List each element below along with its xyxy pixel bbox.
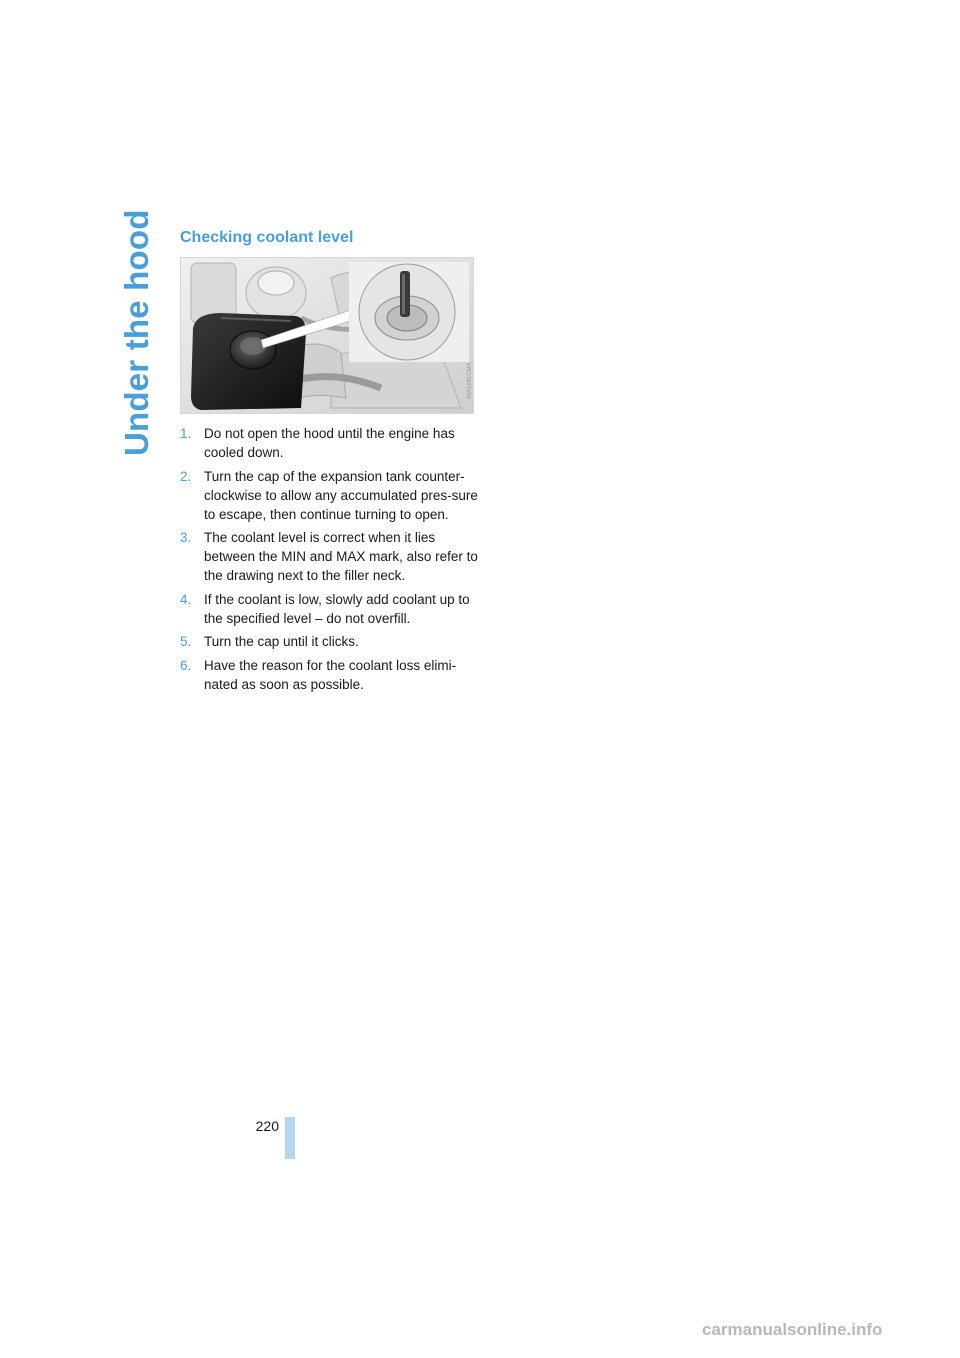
coolant-tank-photo (180, 257, 474, 414)
list-item (180, 467, 480, 524)
list-item (180, 656, 480, 694)
step-number: 1. (180, 426, 192, 441)
step-number: 5. (180, 634, 192, 649)
watermark: carmanualsonline.info (702, 1320, 883, 1339)
list-item (180, 632, 480, 651)
page-marker-bar (285, 1117, 295, 1159)
list-item (180, 590, 480, 628)
list-item (180, 424, 480, 462)
step-number: 6. (180, 657, 192, 673)
chapter-side-title-text: Under the hood (118, 209, 155, 456)
step-text: Turn the cap of the expansion tank counter-clockwise to allow any accumulated pres-sure to escape, then continue turning to open. (204, 468, 478, 522)
step-text: Turn the cap until it clicks. (204, 634, 359, 649)
page-number: 220 (255, 1118, 279, 1134)
step-text: The coolant level is correct when it lies between the MIN and MAX mark, also refer to the drawing next to the filler neck. (204, 530, 478, 583)
step-number: 2. (180, 468, 192, 484)
step-text: If the coolant is low, slowly add coolant up to the specified level – do not overfill. (204, 591, 470, 626)
instruction-list (180, 424, 480, 698)
list-item (180, 528, 480, 585)
step-text: Have the reason for the coolant loss elimi-nated as soon as possible. (204, 657, 457, 692)
section-title: Checking coolant level (180, 229, 354, 246)
step-number: 4. (180, 591, 192, 607)
step-text: Do not open the hood until the engine has cooled down. (204, 426, 455, 460)
chapter-side-title (118, 209, 162, 456)
step-number: 3. (180, 530, 192, 545)
image-code: MA1081CMA (467, 362, 473, 398)
